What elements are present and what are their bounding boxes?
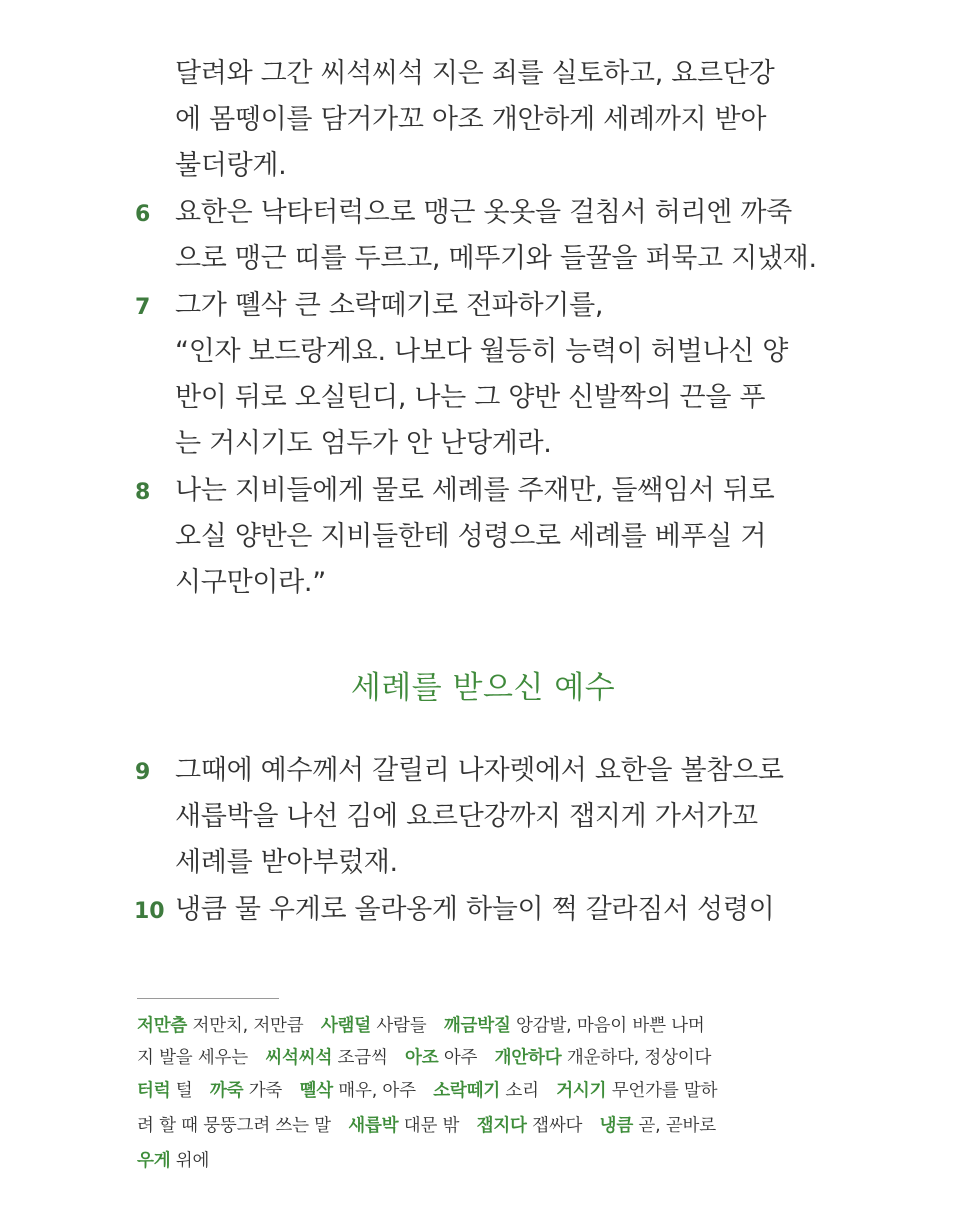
glossary-term: 씨석씨석 <box>265 1048 333 1068</box>
glossary-definition: 매우, 아주 <box>338 1081 416 1101</box>
glossary-definition: 사람들 <box>376 1016 427 1036</box>
glossary-definition: 려 할 때 뭉뚱그려 쓰는 말 <box>137 1116 331 1136</box>
verse-number: 6 <box>135 202 151 227</box>
glossary-definition: 소리 <box>505 1081 539 1101</box>
verse-number: 9 <box>135 760 151 785</box>
verse-line: 는 거시기도 엄두가 안 난당게라. <box>175 428 552 459</box>
glossary-term: 소락떼기 <box>433 1081 501 1101</box>
verse-line: 나는 지비들에게 물로 세례를 주재만, 들쌕임서 뒤로 <box>175 475 775 506</box>
glossary-term: 아조 <box>405 1048 439 1068</box>
glossary-term: 터럭 <box>137 1081 171 1101</box>
verse-number: 10 <box>134 899 165 924</box>
verse-line: 그때에 예수께서 갈릴리 나자렛에서 요한을 볼참으로 <box>175 755 784 786</box>
glossary-definition: 개운하다, 정상이다 <box>566 1048 712 1068</box>
glossary-term: 거시기 <box>556 1081 607 1101</box>
glossary-term: 뗼삭 <box>299 1081 333 1101</box>
glossary-definition: 잽싸다 <box>532 1116 583 1136</box>
glossary-definition: 대문 밖 <box>403 1116 460 1136</box>
glossary-term: 우게 <box>137 1151 171 1171</box>
glossary-term: 새릅박 <box>348 1116 399 1136</box>
glossary-line <box>137 1013 705 1039</box>
verse-line: “인자 보드랑게요. 나보다 월등히 능력이 허벌나신 양 <box>175 336 789 367</box>
verse-line: 불더랑게. <box>175 150 287 181</box>
glossary-term: 저만츰 <box>137 1016 188 1036</box>
verse-line: 요한은 낙타터럭으로 맹근 옷옷을 걸침서 허리엔 까죽 <box>175 197 792 228</box>
glossary-definition: 저만치, 저만큼 <box>192 1016 304 1036</box>
glossary-line <box>137 1113 716 1139</box>
section-heading: 세례를 받으신 예수 <box>350 670 616 706</box>
verse-line: 달려와 그간 씨석씨석 지은 죄를 실토하고, 요르단강 <box>175 58 775 89</box>
glossary-line <box>137 1148 209 1174</box>
glossary-term: 잽지다 <box>476 1116 527 1136</box>
glossary-definition: 털 <box>175 1081 193 1101</box>
verse-line: 오실 양반은 지비들한테 성령으로 세례를 베푸실 거 <box>175 521 767 552</box>
glossary-term: 개안하다 <box>494 1048 562 1068</box>
glossary-term: 까죽 <box>209 1081 244 1101</box>
glossary-definition: 지 발을 세우는 <box>137 1048 248 1068</box>
footnote-divider <box>137 998 279 999</box>
glossary-definition: 앙감발, 마음이 바쁜 나머 <box>516 1016 705 1036</box>
verse-line: 새릅박을 나선 김에 요르단강까지 잽지게 가서가꼬 <box>175 801 758 832</box>
verse-line: 시구만이라.” <box>175 567 326 598</box>
verse-line: 세례를 받아부렀재. <box>175 847 398 878</box>
glossary-line <box>137 1045 711 1071</box>
glossary-definition: 가죽 <box>248 1081 283 1101</box>
glossary-definition: 무언가를 말하 <box>611 1081 718 1101</box>
glossary-term: 깨금박질 <box>443 1016 511 1036</box>
verse-line: 그가 뗼삭 큰 소락떼기로 전파하기를, <box>175 290 604 321</box>
glossary-definition: 위에 <box>175 1151 210 1171</box>
verse-line: 냉큼 물 우게로 올라옹게 하늘이 쩍 갈라짐서 성령이 <box>175 894 775 925</box>
glossary-definition: 조금씩 <box>337 1048 388 1068</box>
verse-number: 8 <box>135 480 151 505</box>
glossary-term: 사램덜 <box>320 1016 371 1036</box>
glossary-definition: 아주 <box>443 1048 478 1068</box>
glossary-definition: 곧, 곧바로 <box>638 1116 716 1136</box>
verse-line: 에 몸뗑이를 담거가꼬 아조 개안하게 세례까지 받아 <box>175 104 767 135</box>
glossary-term: 냉큼 <box>599 1116 634 1136</box>
verse-number: 7 <box>135 295 151 320</box>
verse-line: 으로 맹근 띠를 두르고, 메뚜기와 들꿀을 퍼묵고 지냈재. <box>175 243 817 274</box>
verse-line: 반이 뒤로 오실틴디, 나는 그 양반 신발짝의 끈을 푸 <box>175 382 766 413</box>
glossary-line <box>137 1078 717 1104</box>
